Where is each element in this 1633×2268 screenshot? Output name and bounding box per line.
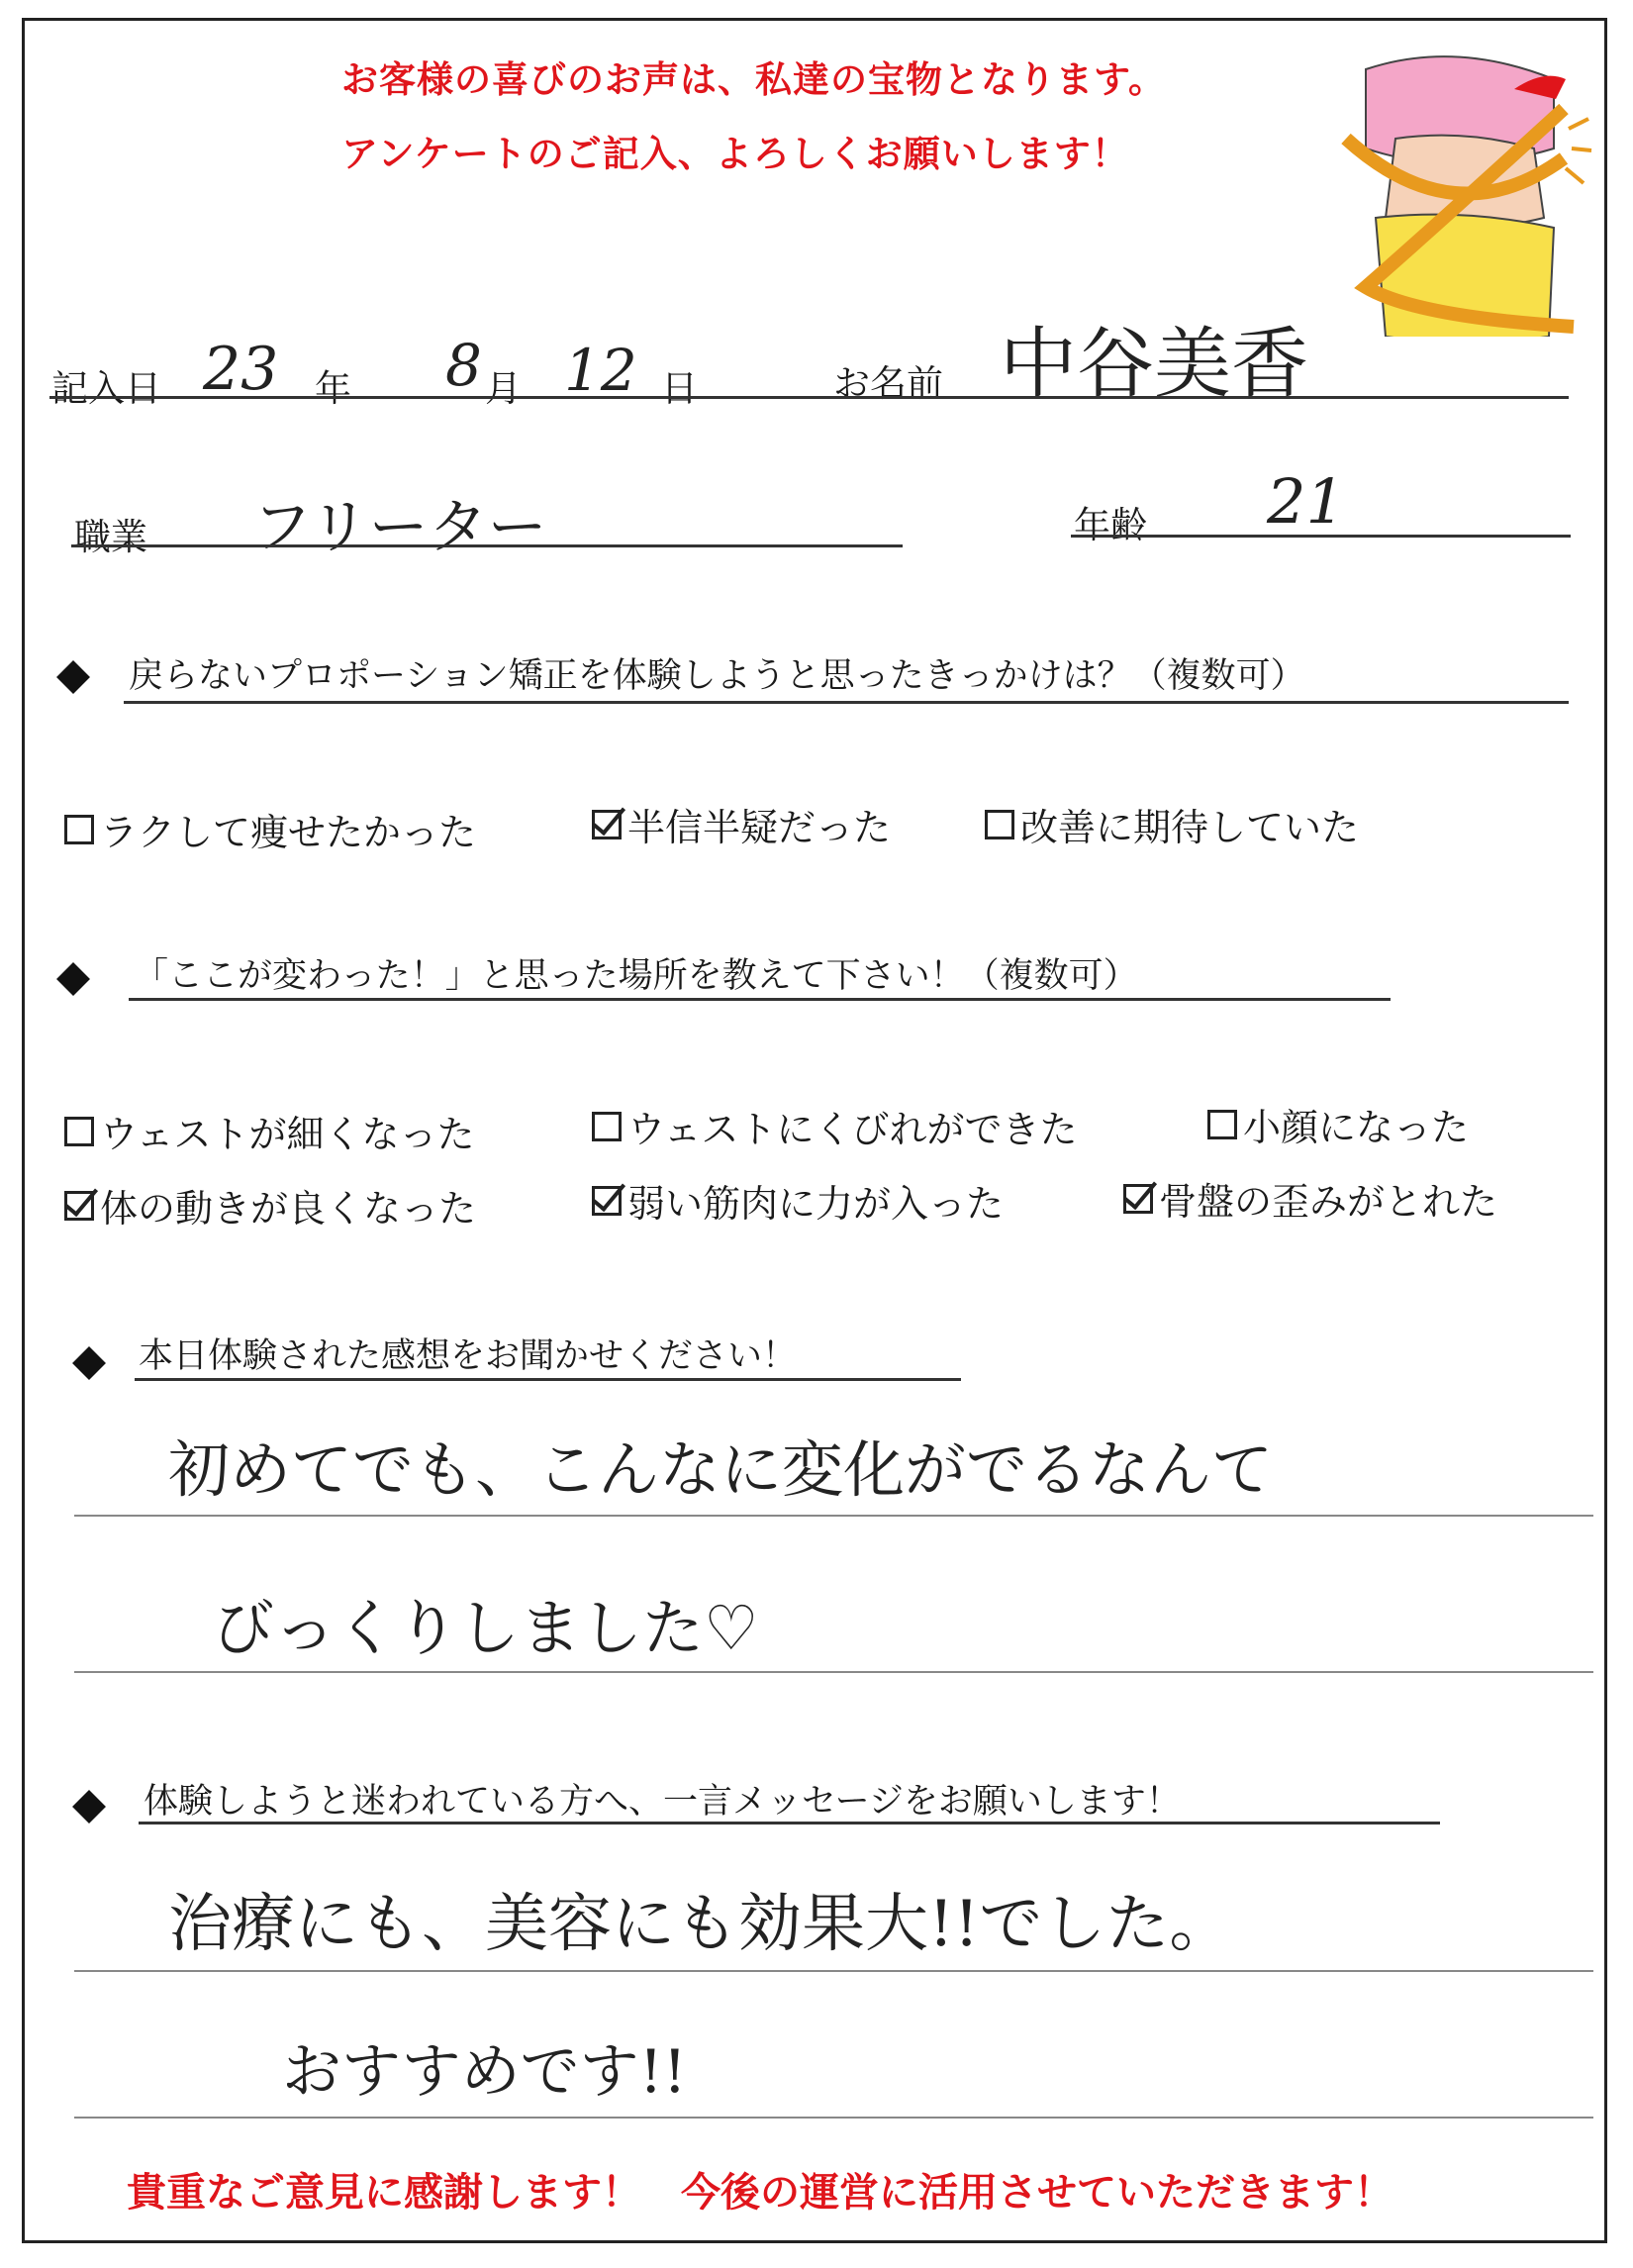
q2-option-5[interactable] [592, 1173, 1004, 1228]
age-underline [1071, 535, 1571, 538]
q1-option-1[interactable] [64, 802, 476, 856]
name-value: 中谷美香 [1000, 320, 1309, 409]
q1-option-3-label: 改善に期待していた [1020, 806, 1360, 849]
q3-question: 本日体験された感想をお聞かせください！ [139, 1336, 798, 1376]
q2-underline [129, 998, 1391, 1001]
year-label: 年 [315, 367, 351, 410]
header-line-1: お客様の喜びのお声は、私達の宝物となります。 [341, 58, 1167, 101]
checkbox-icon[interactable] [985, 810, 1014, 839]
q3-underline [135, 1378, 961, 1381]
checkbox-icon[interactable] [64, 815, 94, 844]
q2-option-3-label: 小顔になった [1243, 1106, 1470, 1149]
q3-answer-rule-1 [74, 1515, 1593, 1517]
q2-option-3[interactable] [1207, 1097, 1469, 1151]
q2-question: 「ここが変わった！」と思った場所を教えて下さい！（複数可） [134, 956, 1138, 996]
checkbox-icon[interactable] [64, 1117, 94, 1146]
q2-option-2-label: ウェストにくびれができた [627, 1108, 1078, 1151]
q4-answer-rule-2 [74, 2117, 1593, 2119]
checkbox-checked-icon[interactable] [1123, 1184, 1153, 1214]
name-label: お名前 [833, 362, 943, 405]
q4-underline [139, 1822, 1440, 1824]
q4-answer-line-1: 治療にも、美容にも効果大!!でした。 [168, 1888, 1233, 1961]
q4-answer-line-2: おすすめです!! [282, 2037, 687, 2107]
occupation-label: 職業 [74, 516, 147, 558]
q4-question: 体験しようと迷われている方へ、一言メッセージをお願いします！ [144, 1782, 1181, 1822]
q2-option-5-label: 弱い筋肉に力が入った [627, 1182, 1005, 1226]
q2-option-6-label: 骨盤の歪みがとれた [1159, 1180, 1498, 1224]
q2-option-4[interactable] [64, 1178, 476, 1233]
q2-option-1-label: ウェストが細くなった [100, 1113, 475, 1156]
day-value: 12 [564, 337, 637, 404]
occupation-underline [71, 544, 903, 547]
q1-option-1-label: ラクして痩せたかった [100, 811, 477, 854]
checkbox-checked-icon[interactable] [64, 1191, 94, 1221]
date-label: 記入日 [51, 367, 161, 410]
checkbox-checked-icon[interactable] [592, 810, 622, 839]
day-label: 日 [661, 367, 698, 410]
q2-option-4-label: 体の動きが良くなった [100, 1187, 477, 1231]
q1-option-2-label: 半信半疑だった [627, 806, 892, 849]
checkbox-icon[interactable] [1207, 1110, 1237, 1139]
q2-option-2[interactable] [592, 1099, 1077, 1153]
q1-option-2[interactable] [592, 797, 891, 851]
age-label: 年齢 [1074, 504, 1147, 546]
month-value: 8 [445, 332, 482, 399]
q3-answer-line-2: びっくりしました♡ [213, 1592, 759, 1664]
footer-thanks: 貴重なご意見に感謝します！ 今後の運営に活用させていただきます！ [127, 2170, 1393, 2216]
q1-question: 戻らないプロポーション矯正を体験しようと思ったきっかけは？（複数可） [129, 656, 1305, 696]
occupation-value: フリーター [252, 493, 547, 562]
q4-answer-rule-1 [74, 1970, 1593, 1972]
q1-underline [124, 701, 1569, 704]
q3-answer-line-1: 初めてでも、こんなに変化がでるなんて [168, 1433, 1274, 1506]
header-line-2: アンケートのご記入、よろしくお願いします！ [341, 133, 1129, 175]
checkbox-checked-icon[interactable] [592, 1186, 622, 1216]
month-label: 月 [485, 367, 522, 410]
q2-option-6[interactable] [1123, 1171, 1497, 1226]
measuring-tape-illustration [1306, 40, 1593, 337]
q3-answer-rule-2 [74, 1671, 1593, 1673]
row1-underline [49, 396, 1569, 399]
q1-option-3[interactable] [985, 797, 1359, 851]
q2-option-1[interactable] [64, 1104, 474, 1158]
year-value: 23 [203, 335, 279, 404]
age-value: 21 [1267, 465, 1345, 538]
checkbox-icon[interactable] [592, 1112, 622, 1141]
